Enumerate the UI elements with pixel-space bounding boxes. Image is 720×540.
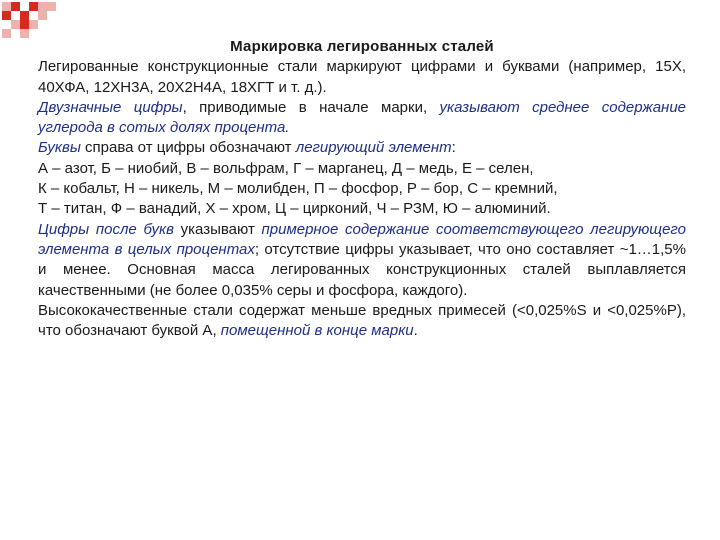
end-of-grade-highlight: помещенной в конце марки [220,322,414,340]
slide-title: Маркировка легированных сталей [230,38,494,55]
carbon-highlight: указывают среднее содержание углерода в сотых долях процента. [38,98,686,137]
carbon-paragraph [38,98,686,139]
slide-content [38,37,686,341]
element-line-3: Т – титан, Ф – ванадий, Х – хром, Ц – цирконий, Ч – РЗМ, Ю – алюминий. [38,200,551,218]
alloying-element-term: легирующий элемент [295,139,452,157]
letters-paragraph [38,138,686,158]
digits-text: указывают [173,220,262,238]
final-period: . [413,322,418,340]
two-digit-term: Двузначные цифры [38,98,183,116]
content-highlight: примерное содержание соответствующего легирующего элемента в целых процентах [38,220,686,258]
digits-after-letters-term: Цифры после букв [38,220,174,238]
high-quality-text: Высококачественные стали содержат меньше вредных примесей (<0,025%S и <0,025%P), что обозначают буквой А, [38,301,686,340]
element-line-2: К – кобальт, Н – никель, М – молибден, П – фосфор, Р – бор, С – кремний, [38,180,558,198]
digits-paragraph [38,220,686,301]
intro-paragraph: Легированные конструкционные стали маркируют цифрами и буквами (например, 15Х, 40ХФА, 12ХН3А, 20Х2Н4А, 18ХГТ и т. д.). [38,58,686,96]
letters-term: Буквы [38,139,81,157]
letters-colon: : [451,139,456,157]
digits-rest: ; отсутствие цифры указывает, что оно составляет ~1…1,5% и менее. Основная масса легированных конструкционных сталей выплавляется качественными (не более 0,035% серы и фосфора, каждого). [38,240,686,299]
carbon-text: , приводимые в начале марки, [182,98,440,116]
element-line-1: А – азот, Б – ниобий, В – вольфрам, Г – марганец, Д – медь, Е – селен, [38,159,534,177]
letters-text: справа от цифры обозначают [80,139,296,157]
high-quality-paragraph [38,301,686,342]
